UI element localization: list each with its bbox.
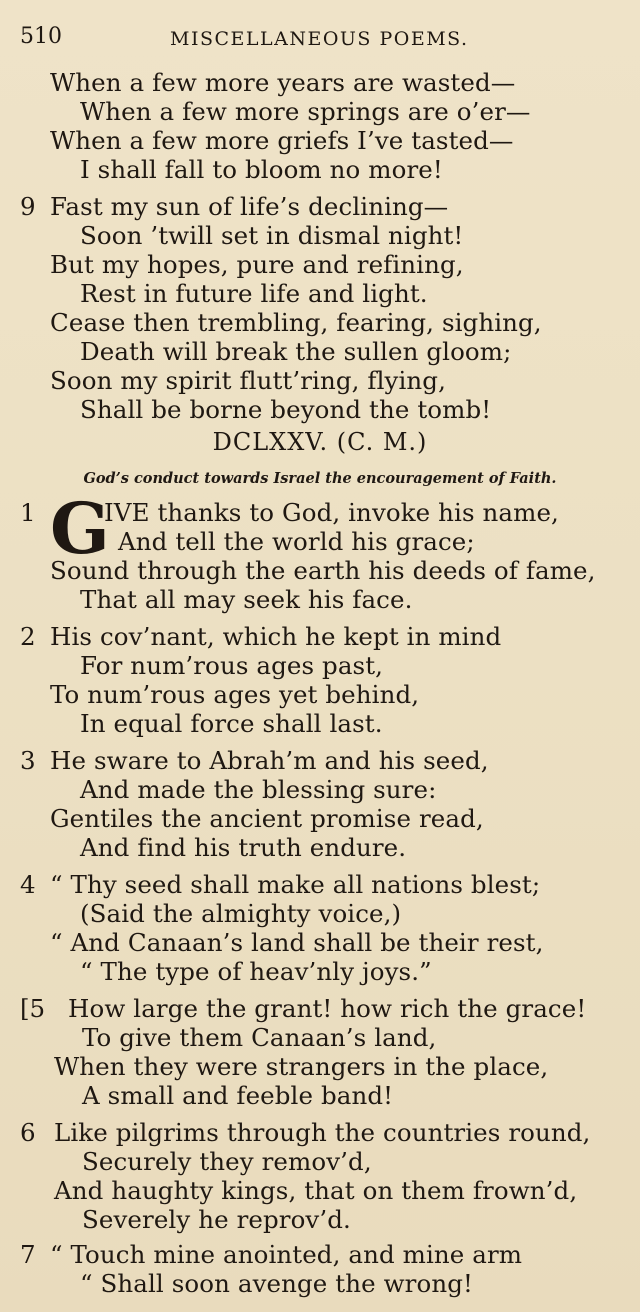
running-title: MISCELLANEOUS POEMS. [170,28,469,50]
verse-line: “ Shall soon avenge the wrong! [80,1269,473,1298]
verse-line: Cease then trembling, fearing, sighing, [50,308,542,337]
verse-line: Death will break the sullen gloom; [80,337,512,366]
verse-line: And find his truth endure. [80,833,407,862]
verse-line: When a few more griefs I’ve tasted— [50,126,514,155]
stanza-number: 1 [20,498,36,527]
page-number: 510 [20,24,62,49]
verse-line: And tell the world his grace; [118,527,475,556]
verse-line: Securely they remov’d, [82,1147,372,1176]
stanza-number: 4 [20,870,36,899]
verse-line: (Said the almighty voice,) [80,899,402,928]
running-head [20,24,600,54]
verse-line: Severely he reprov’d. [82,1205,351,1234]
stanza-number: [5 [20,994,46,1023]
verse-line: But my hopes, pure and refining, [50,250,464,279]
verse-line: Rest in future life and light. [80,279,428,308]
verse-line: How large the grant! how rich the grace! [68,994,587,1023]
verse-line: Shall be borne beyond the tomb! [80,395,492,424]
hymn-title: DCLXXV. (C. M.) [212,428,428,456]
verse-line: I shall fall to bloom no more! [80,155,443,184]
verse-line: To give them Canaan’s land, [82,1023,437,1052]
stanza-number: 9 [20,192,36,221]
verse-line: A small and feeble band! [82,1081,394,1110]
stanza-number: 2 [20,622,36,651]
verse-line: He sware to Abrah’m and his seed, [50,746,489,775]
stanza-number: 6 [20,1118,36,1147]
verse-line: When a few more years are wasted— [50,68,516,97]
verse-line: Like pilgrims through the countries round, [54,1118,591,1147]
verse-line: Gentiles the ancient promise read, [50,804,484,833]
verse-line: IVE thanks to God, invoke his name, [104,498,559,527]
verse-line: For num’rous ages past, [80,651,384,680]
verse-line: Fast my sun of life’s declining— [50,192,449,221]
verse-line: “ Touch mine anointed, and mine arm [50,1240,523,1269]
verse-line: In equal force shall last. [80,709,383,738]
verse-line: That all may seek his face. [80,585,413,614]
verse-line: When a few more springs are o’er— [80,97,531,126]
verse-line: “ And Canaan’s land shall be their rest, [50,928,544,957]
verse-line: “ Thy seed shall make all nations blest; [50,870,541,899]
verse-line: Sound through the earth his deeds of fame, [50,556,596,585]
stanza-number: 3 [20,746,36,775]
hymn-subtitle: God’s conduct towards Israel the encouragement of Faith. [83,470,557,487]
verse-line: To num’rous ages yet behind, [50,680,420,709]
drop-cap: G [50,487,110,570]
verse-line: Soon my spirit flutt’ring, flying, [50,366,446,395]
verse-line: When they were strangers in the place, [54,1052,549,1081]
verse-line: And haughty kings, that on them frown’d, [54,1176,578,1205]
verse-line: “ The type of heav’nly joys.” [80,957,432,986]
verse-line: His cov’nant, which he kept in mind [50,622,502,651]
verse-line: And made the blessing sure: [80,775,437,804]
stanza-number: 7 [20,1240,36,1269]
verse-line: Soon ’twill set in dismal night! [80,221,464,250]
